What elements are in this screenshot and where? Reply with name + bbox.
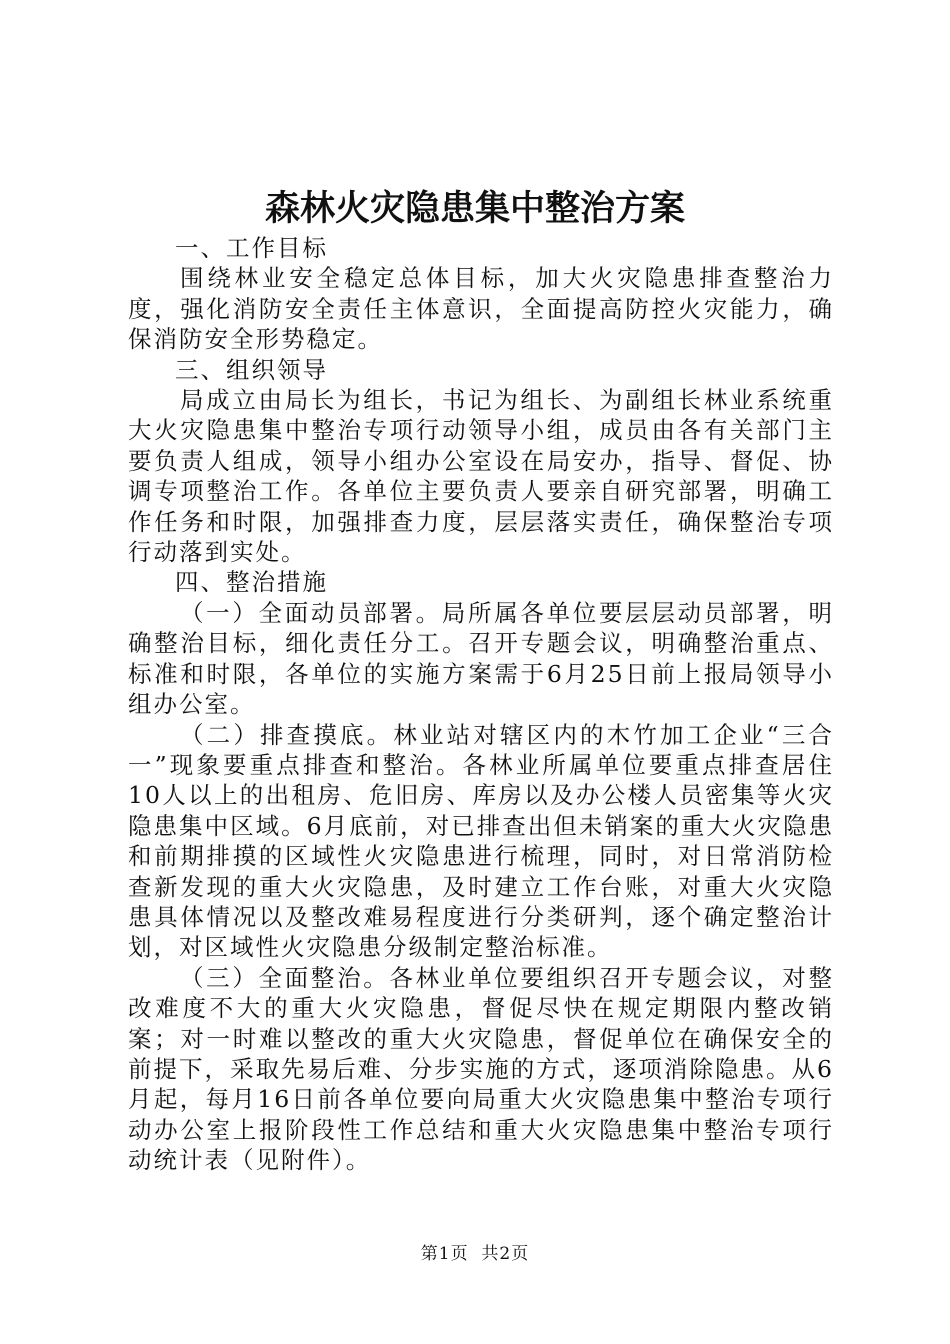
section-heading-measures: 四、整治措施 <box>175 568 328 597</box>
document-title: 森林火灾隐患集中整治方案 <box>264 188 685 229</box>
section-heading-goals: 一、工作目标 <box>175 234 328 262</box>
paragraph-measure-1: （一）全面动员部署。局所属各单位要层层动员部署，明确整治目标，细化责任分工。召开专题会议，明确整治重点、标准和时限，各单位的实施方案需于6月25日前上报局领导小组办公室。 <box>128 598 834 719</box>
document-body <box>128 233 834 1176</box>
paragraph-measure-3: （三）全面整治。各林业单位要组织召开专题会议，对整改难度不大的重大火灾隐患，督促尽快在规定期限内整改销案；对一时难以整改的重大火灾隐患，督促单位在确保安全的前提下，采取先易后难、分步实施的方式，逐项消除隐患。从6月起，每月16日前各单位要向局重大火灾隐患集中整治专项行动办公室上报阶段性工作总结和重大火灾隐患集中整治专项行动统计表（见附件）。 <box>128 963 834 1175</box>
paragraph-leadership: 局成立由局长为组长，书记为组长、为副组长林业系统重大火灾隐患集中整治专项行动领导小组，成员由各有关部门主要负责人组成，领导小组办公室设在局安办，指导、督促、协调专项整治工作。各单位主要负责人要亲自研究部署，明确工作任务和时限，加强排查力度，层层落实责任，确保整治专项行动落到实处。 <box>128 386 834 567</box>
paragraph-goals: 围绕林业安全稳定总体目标，加大火灾隐患排查整治力度，强化消防安全责任主体意识，全面提高防控火灾能力，确保消防安全形势稳定。 <box>128 264 834 354</box>
section-heading-leadership: 三、组织领导 <box>175 355 328 384</box>
paragraph-measure-2: （二）排查摸底。林业站对辖区内的木竹加工企业“三合一”现象要重点排查和整治。各林业所属单位要重点排查居住10人以上的出租房、危旧房、库房以及办公楼人员密集等火灾隐患集中区域。6月底前，对已排查出但未销案的重大火灾隐患和前期排摸的区域性火灾隐患进行梳理，同时，对日常消防检查新发现的重大火灾隐患，及时建立工作台账，对重大火灾隐患具体情况以及整改难易程度进行分类研判，逐个确定整治计划，对区域性火灾隐患分级制定整治标准。 <box>128 720 834 962</box>
page-number-footer: 第1页 共2页 <box>420 1244 530 1264</box>
